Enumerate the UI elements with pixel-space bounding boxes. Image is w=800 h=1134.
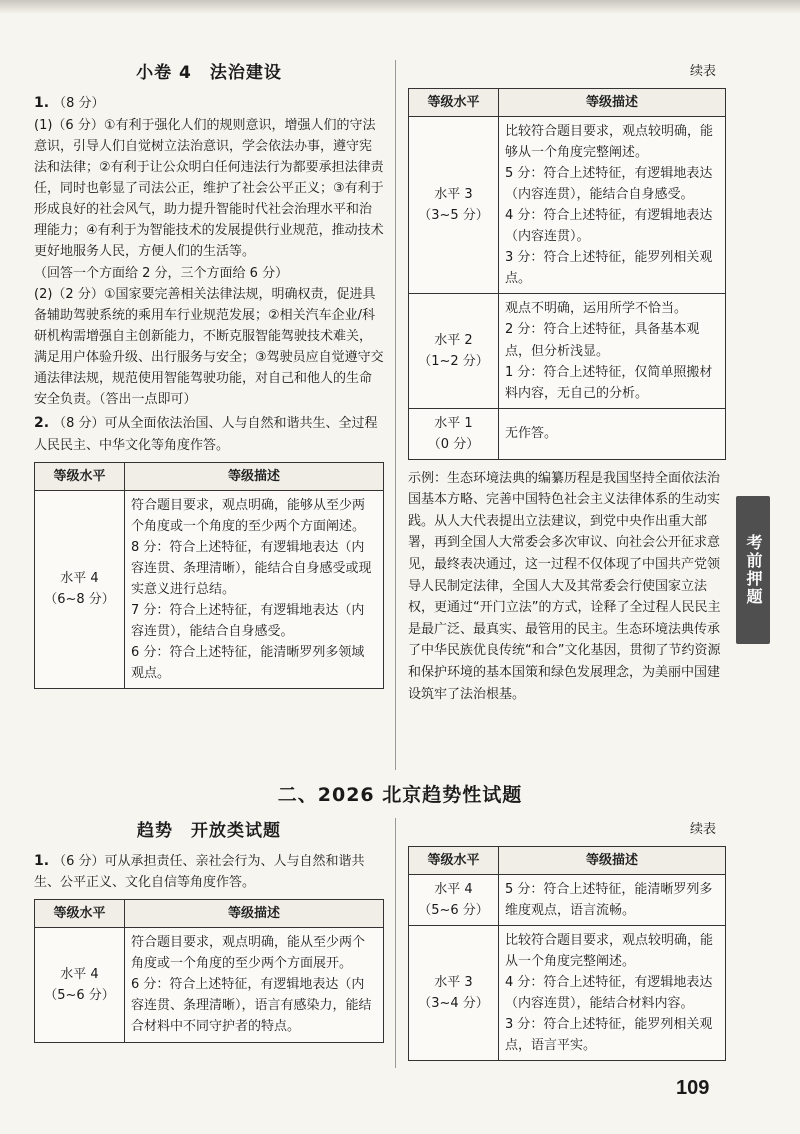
part-heading: 二、2026 北京趋势性试题 [277,784,523,806]
continued-label: 续表 [689,64,716,79]
question-score: （8 分） [53,95,105,111]
table-row [409,875,726,926]
level-cell: 水平 4 （5~6 分） [409,875,499,926]
grade-table-2-continued [408,846,726,1061]
question-number: 1. [34,852,50,869]
level-cell: 水平 1 （0 分） [409,408,499,459]
continued-label: 续表 [689,822,716,837]
question-number: 1. [34,94,50,111]
answer-part-2: (2)（2 分）①国家要完善相关法律法规，明确权责，促进具备辅助驾驶系统的乘用车行业规范发展；②相关汽车企业/科研机构需增强自主创新能力，不断克服智能驾驶技术难关，满足用户体验升级、出行服务与安全；③驾驶员应自觉遵守交通法律法规，规范使用智能驾驶功能，对自己和他人的生命安全负责。（答出一点即可） [34,286,384,407]
table-row [409,117,726,294]
table-header-level: 等级水平 [409,847,499,875]
question-1 [34,92,384,115]
section-title: 趋势 开放类试题 [137,821,281,841]
desc-cell: 5 分：符合上述特征，能清晰罗列多维度观点，语言流畅。 [499,875,726,926]
level-cell: 水平 2 （1~2 分） [409,294,499,408]
level-cell: 水平 4 （5~6 分） [35,928,125,1042]
table-header-desc: 等级描述 [499,89,726,117]
section-title: 小卷 4 法治建设 [136,63,282,83]
desc-cell: 比较符合题目要求，观点较明确，能从一个角度完整阐述。 4 分：符合上述特征，有逻辑地表达（内容连贯），能结合材料内容。 3 分：符合上述特征，能罗列相关观点，语言平实。 [499,926,726,1061]
table-row [35,928,384,1042]
table-row [35,490,384,688]
column-divider-top [395,60,396,770]
question-text: （8 分）可从全面依法治国、人与自然和谐共生、全过程人民民主、中华文化等角度作答。 [34,415,378,453]
level-cell: 水平 3 （3~5 分） [409,117,499,294]
desc-cell: 符合题目要求，观点明确，能从至少两个角度或一个角度的至少两个方面展开。 6 分：符合上述特征，有逻辑地表达（内容连贯、条理清晰），语言有感染力，能结合材料中不同守护者的特点。 [125,928,384,1042]
desc-cell: 无作答。 [499,408,726,459]
side-tab: 考前押题 [736,496,770,644]
desc-cell: 符合题目要求，观点明确，能够从至少两个角度或一个角度的至少两个方面阐述。 8 分：符合上述特征，有逻辑地表达（内容连贯、条理清晰），能结合自身感受或现实意义进行总结。 7 分：符合上述特征，有逻辑地表达（内容连贯），能结合自身感受。 6 分：符合上述特征，能清晰罗列多领域观点。 [125,490,384,688]
table-row [409,926,726,1061]
table-header-desc: 等级描述 [125,900,384,928]
question-1 [34,850,384,894]
page-number: 109 [676,1077,710,1099]
table-header-level: 等级水平 [35,900,125,928]
grade-table-1 [34,462,384,689]
table-header-desc: 等级描述 [125,462,384,490]
level-cell: 水平 3 （3~4 分） [409,926,499,1061]
desc-cell: 观点不明确，运用所学不恰当。 2 分：符合上述特征，具备基本观点，但分析浅显。 1 分：符合上述特征，仅简单照搬材料内容，无自己的分析。 [499,294,726,408]
desc-cell: 比较符合题目要求，观点较明确，能够从一个角度完整阐述。 5 分：符合上述特征，有逻辑地表达（内容连贯），能结合自身感受。 4 分：符合上述特征，有逻辑地表达（内容连贯）。 3 分：符合上述特征，能罗列相关观点。 [499,117,726,294]
question-2 [34,412,384,456]
left-column-top [34,60,384,695]
level-cell: 水平 4 （6~8 分） [35,490,125,688]
top-shadow [0,0,800,14]
answer-part-1-note: （回答一个方面给 2 分，三个方面给 6 分） [34,265,289,281]
right-column-top [408,60,726,705]
table-header-level: 等级水平 [409,89,499,117]
table-header-level: 等级水平 [35,462,125,490]
grade-table-1-continued [408,88,726,460]
grade-table-2 [34,899,384,1042]
table-row [409,294,726,408]
left-column-bottom [34,818,384,1049]
right-column-bottom [408,818,726,1067]
table-row [409,408,726,459]
question-text: （6 分）可从承担责任、亲社会行为、人与自然和谐共生、公平正义、文化自信等角度作答。 [34,853,365,891]
question-number: 2. [34,414,50,431]
answer-part-1: (1)（6 分）①有利于强化人们的规则意识，增强人们的守法意识，引导人们自觉树立法治意识，学会依法办事，遵守宪法和法律；②有利于让公众明白任何违法行为都要承担法律责任，同时也彰显了司法公正，维护了社会公平正义；③有利于形成良好的社会风气，助力提升智能时代社会治理水平和治理能力；④有利于为智能技术的发展提供行业规范，推动技术更好地服务人民，方便人们的生活等。 [34,118,384,260]
example-answer: 示例：生态环境法典的编纂历程是我国坚持全面依法治国基本方略、完善中国特色社会主义法律体系的生动实践。从人大代表提出立法建议，到党中央作出重大部署，再到全国人大常委会多次审议、向社会公开征求意见，最终表决通过，这一过程不仅体现了中国共产党领导人民制定法律，全国人大及其常委会行使国家立法权，更通过“开门立法”的方式，诠释了全过程人民民主是最广泛、最真实、最管用的民主。生态环境法典传承了中华民族优良传统“和合”文化基因，贯彻了节约资源和保护环境的基本国策和绿色发展理念，为美丽中国建设筑牢了法治根基。 [408,470,721,702]
table-header-desc: 等级描述 [499,847,726,875]
column-divider-bottom [395,818,396,1068]
